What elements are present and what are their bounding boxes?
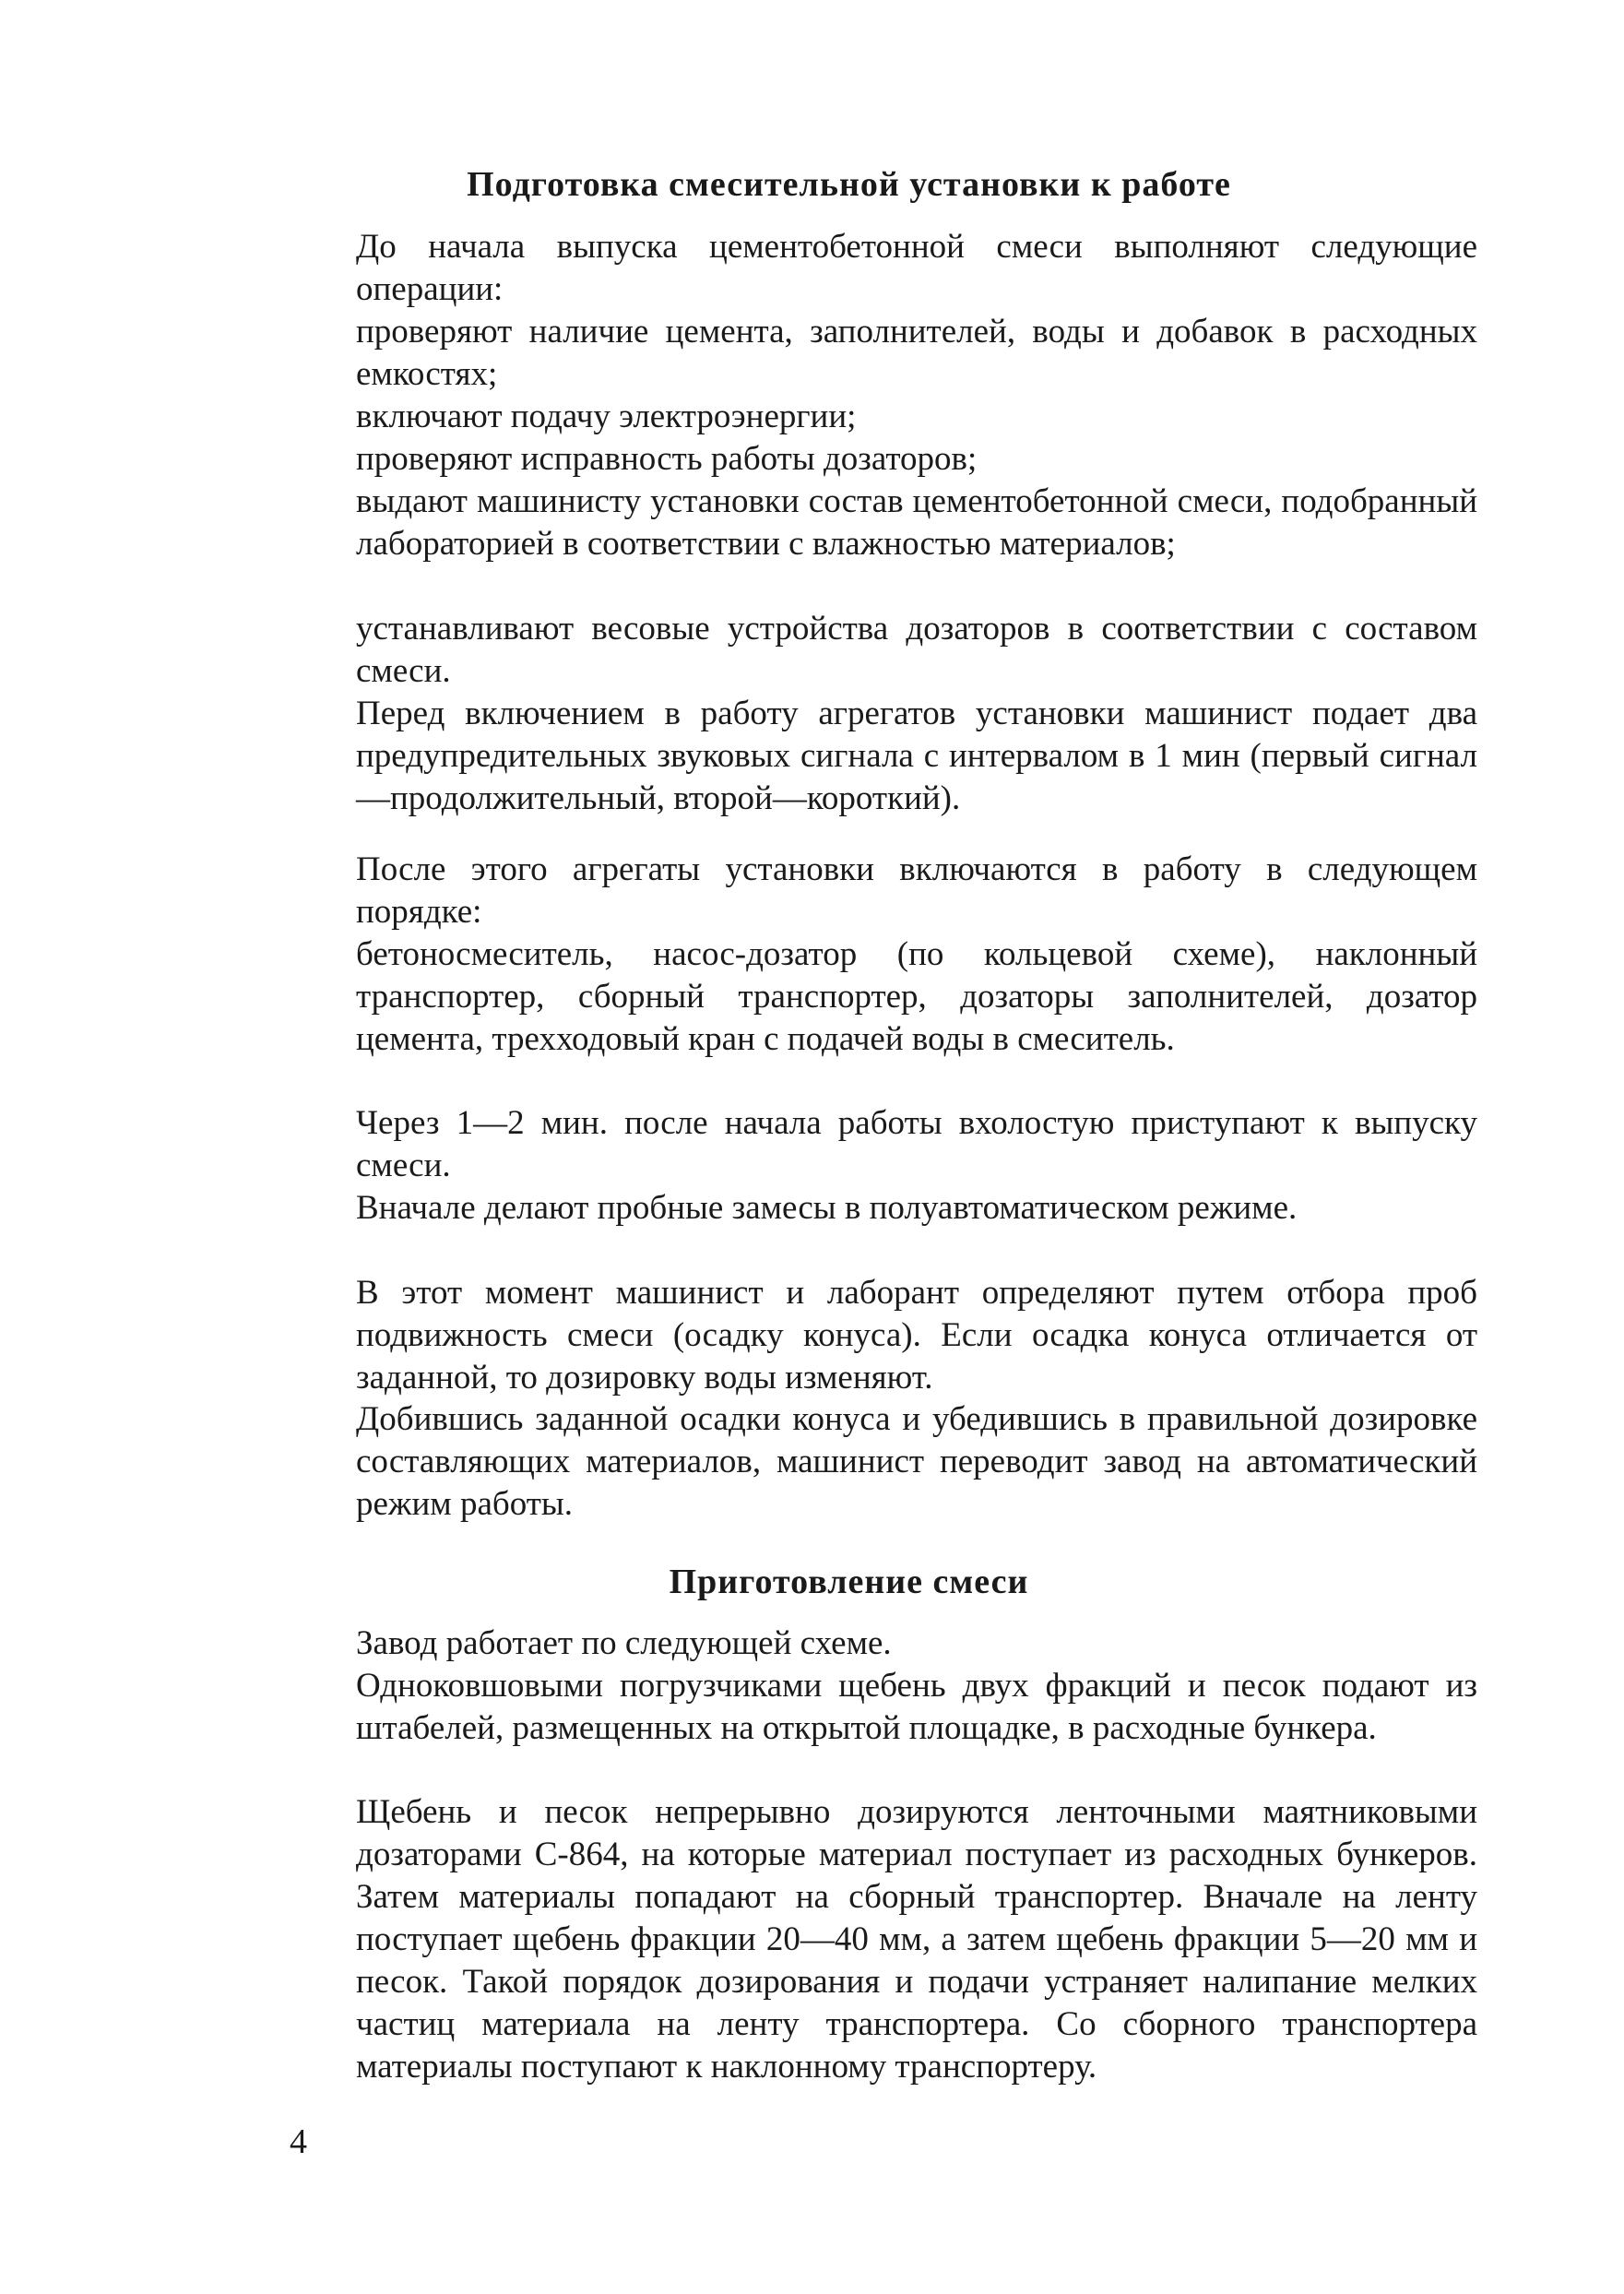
- paragraph: Завод работает по следующей схеме.: [356, 1624, 892, 1662]
- section-heading-mixing: Приготовление смеси: [669, 1563, 1029, 1601]
- paragraph: Добившись заданной осадки конуса и убедившись в правильной дозировке составляющих материалов, машинист переводит завод на автоматический режим работы.: [356, 1400, 1477, 1523]
- paragraph: устанавливают весовые устройства дозаторов в соответствии с составом смеси.: [356, 610, 1477, 690]
- paragraph: проверяют наличие цемента, заполнителей, воды и добавок в расходных емкостях;: [356, 313, 1477, 393]
- paragraph: проверяют исправность работы дозаторов;: [356, 440, 978, 478]
- paragraph: Вначале делают пробные замесы в полуавтоматическом режиме.: [356, 1189, 1298, 1227]
- paragraph: До начала выпуска цементобетонной смеси выполняют следующие операции:: [356, 228, 1477, 308]
- paragraph: Через 1—2 мин. после начала работы вхолостую приступают к выпуску смеси.: [356, 1104, 1477, 1184]
- paragraph: Щебень и песок непрерывно дозируются ленточными маятниковыми дозаторами С-864, на которые материал поступает из расходных бункеров. Затем материалы попадают на сборный транспортер. Вначале на ленту поступает щебень фракции 20—40 мм, а затем щебень фракции 5—20 мм и песок. Такой порядок дозирования и подачи устраняет налипание мелких частиц материала на ленту транспортера. Со сборного транспортера материалы поступают к наклонному транспортеру.: [356, 1793, 1477, 2086]
- paragraph: В этот момент машинист и лаборант определяют путем отбора проб подвижность смеси (осадку конуса). Если осадка конуса отличается от заданной, то дозировку воды изменяют.: [356, 1274, 1477, 1397]
- paragraph: включают подачу электроэнергии;: [356, 398, 857, 435]
- paragraph: Одноковшовыми погрузчиками щебень двух фракций и песок подают из штабелей, размещенных на открытой площадке, в расходные бункера.: [356, 1667, 1477, 1747]
- paragraph: Перед включением в работу агрегатов установки машинист подает два предупредительных звуковых сигнала с интервалом в 1 мин (первый сигнал—продолжительный, второй—короткий).: [356, 695, 1477, 817]
- paragraph: выдают машинисту установки состав цементобетонной смеси, подобранный лабораторией в соответствии с влажностью материалов;: [356, 482, 1477, 563]
- section-heading-preparation: Подготовка смесительной установки к работе: [467, 165, 1231, 204]
- page-number: 4: [290, 2122, 307, 2161]
- paragraph: бетоносмеситель, насос-дозатор (по кольцевой схеме), наклонный транспортер, сборный транспортер, дозаторы заполнителей, дозатор цемента, трехходовый кран с подачей воды в смеситель.: [356, 935, 1477, 1058]
- paragraph: После этого агрегаты установки включаются в работу в следующем порядке:: [356, 850, 1477, 931]
